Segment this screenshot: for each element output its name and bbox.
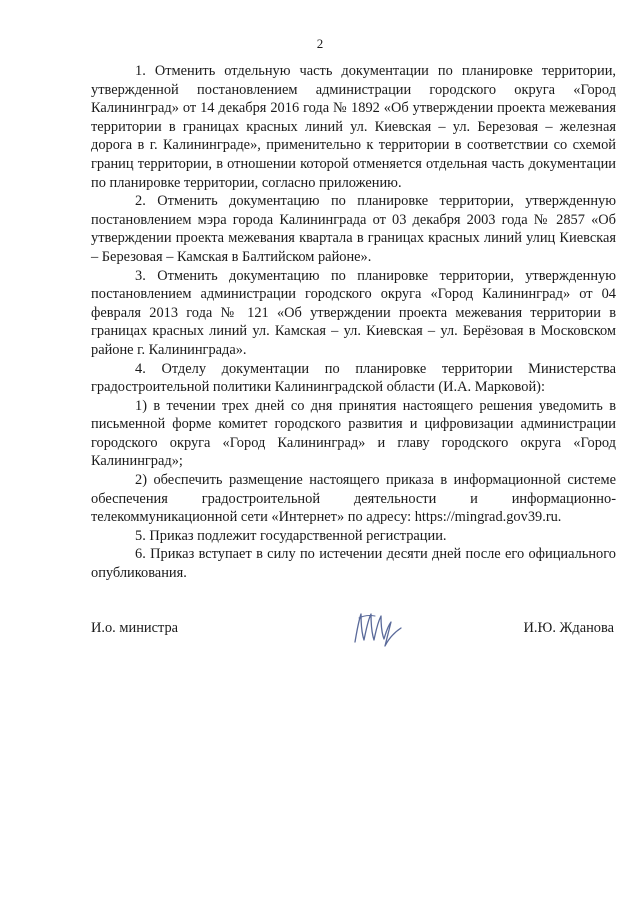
paragraph-cancel-2013: 3. Отменить документацию по планировке территории, утвержденную постановлением администрации городского округа «Город Калининград» от 04 февраля 2013 года № 121 «Об утверждении проекта межевания территории в границах красных линий ул. Камская – ул. Киевская – ул. Берёзовая в Московском районе г. Калининграда». — [91, 267, 616, 358]
paragraph-department: 4. Отделу документации по планировке территории Министерства градостроительной политики Калининградской области (И.А. Марковой): — [91, 360, 616, 396]
document-body — [91, 62, 616, 583]
page-number: 2 — [316, 36, 324, 51]
paragraph-registration: 5. Приказ подлежит государственной регистрации. — [135, 527, 447, 544]
handwritten-signature-icon — [349, 608, 411, 652]
paragraph-cancel-part: 1. Отменить отдельную часть документации по планировке территории, утвержденной постановлением администрации городского округа «Город Калининград» от 14 декабря 2016 года № 1892 «Об утверждении проекта межевания территории в границах красных линий ул. Киевская – ул. Березовая – железная дорога в г. Калининграде», применительно к территории в соответствии со схемой границ территории, в отношении которой отменяется отдельная часть документации по планировке территории, согласно приложению. — [91, 63, 616, 191]
signature-block — [91, 612, 616, 652]
paragraph-publish: 2) обеспечить размещение настоящего приказа в информационной системе обеспечения градостроительной деятельности и информационно-телекоммуникационной сети «Интернет» по адресу: https://mingrad.gov39.ru. — [91, 472, 616, 526]
signatory-name: И.Ю. Жданова — [523, 620, 614, 636]
paragraph-cancel-2003: 2. Отменить документацию по планировке территории, утвержденную постановлением мэра города Калининграда от 03 декабря 2003 года № 2857 «Об утверждении проекта межевания квартала в границах красных линий улиц Киевская – Березовая – Камская в Балтийском районе». — [91, 193, 616, 265]
paragraph-notify: 1) в течении трех дней со дня принятия настоящего решения уведомить в письменной форме комитет городского развития и цифровизации администрации городского округа «Город Калининград» и главу городского округа «Город Калининград»; — [91, 397, 616, 470]
paragraph-effective: 6. Приказ вступает в силу по истечении десяти дней после его официального опубликования. — [91, 546, 616, 582]
signatory-position: И.о. министра — [91, 620, 179, 636]
